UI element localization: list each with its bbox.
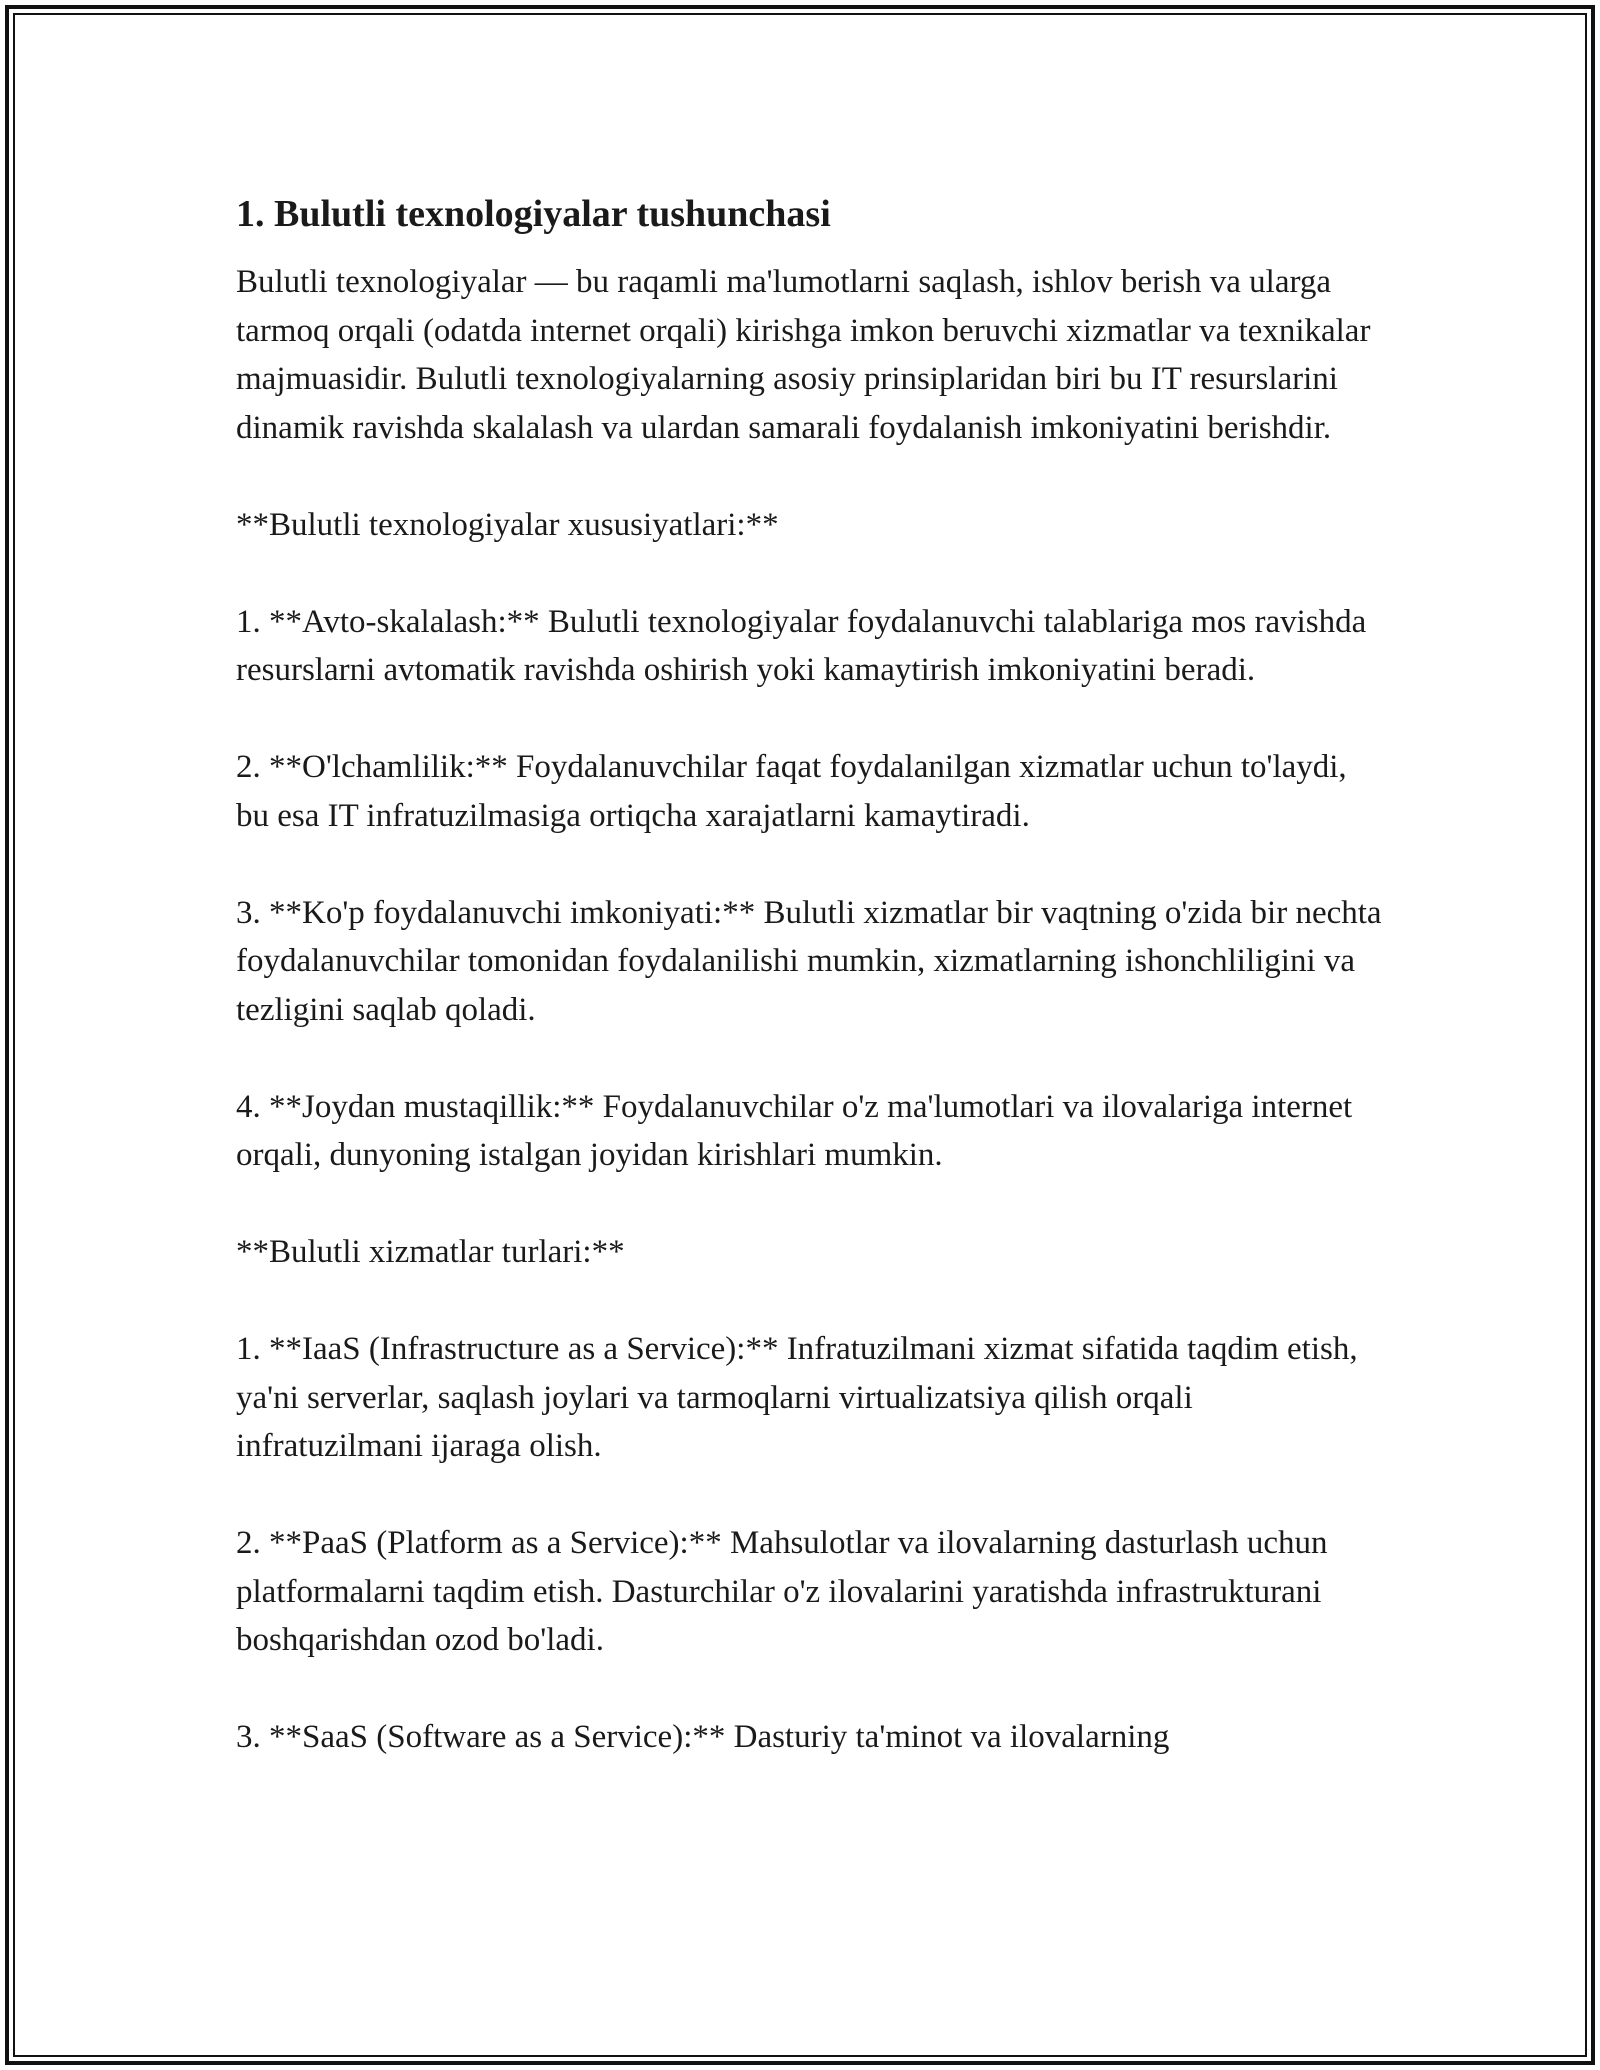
features-subheading: **Bulutli texnologiyalar xususiyatlari:** [236, 506, 779, 543]
feature-item-measurability: 2. **O'lchamlilik:** Foydalanuvchilar faqat foydalanilgan xizmatlar uchun to'laydi, bu esa IT infratuzilmasiga ortiqcha xarajatlarni kamaytiradi. [236, 749, 1347, 834]
feature-item-multi-user: 3. **Ko'p foydalanuvchi imkoniyati:** Bulutli xizmatlar bir vaqtning o'zida bir nechta foydalanuvchilar tomonidan foydalanilishi mumkin, xizmatlarning ishonchliligini va tezligini saqlab qoladi. [236, 894, 1382, 1028]
feature-item-autoscaling: 1. **Avto-skalalash:** Bulutli texnologiyalar foydalanuvchi talablariga mos ravishda resurslarni avtomatik ravishda oshirish yoki kamaytirish imkoniyatini beradi. [236, 603, 1367, 688]
document-body [236, 188, 1386, 1810]
intro-paragraph: Bulutli texnologiyalar — bu raqamli ma'lumotlarni saqlash, ishlov berish va ularga tarmoq orqali (odatda internet orqali) kirishga imkon beruvchi xizmatlar va texnikalar majmuasidir. Bulutli texnologiyalarning asosiy prinsiplaridan biri bu IT resurslarini dinamik ravishda skalalash va ulardan samarali foydalanish imkoniyatini berishdir. [236, 264, 1371, 446]
service-item-paas: 2. **PaaS (Platform as a Service):** Mahsulotlar va ilovalarning dasturlash uchun platformalarni taqdim etish. Dasturchilar o'z ilovalarini yaratishda infrastrukturani boshqarishdan ozod bo'ladi. [236, 1525, 1328, 1658]
feature-item-location-independence: 4. **Joydan mustaqillik:** Foydalanuvchilar o'z ma'lumotlari va ilovalariga internet orqali, dunyoning istalgan joyidan kirishlari mumkin. [236, 1088, 1353, 1173]
service-types-subheading: **Bulutli xizmatlar turlari:** [236, 1234, 625, 1270]
section-heading: 1. Bulutli texnologiyalar tushunchasi [236, 193, 831, 235]
service-item-iaas: 1. **IaaS (Infrastructure as a Service):** Infratuzilmani xizmat sifatida taqdim etish, ya'ni serverlar, saqlash joylari va tarmoqlarni virtualizatsiya qilish orqali infratuzilmani ijaraga olish. [236, 1331, 1358, 1464]
service-item-saas: 3. **SaaS (Software as a Service):** Dasturiy ta'minot va ilovalarning [236, 1719, 1170, 1755]
